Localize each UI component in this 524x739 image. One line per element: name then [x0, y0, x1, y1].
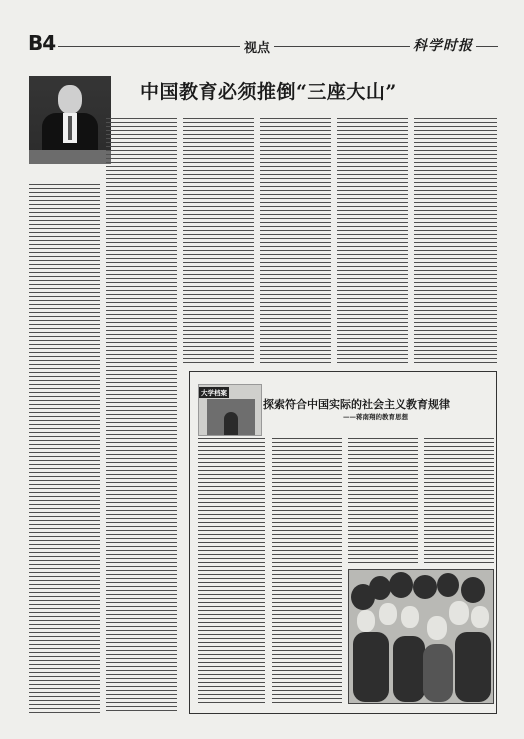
- feature-subtitle: ——蒋南翔的教育思想: [343, 413, 408, 421]
- feature-column-2: [272, 438, 342, 706]
- badge-tag: 大学档案: [201, 389, 227, 397]
- article-column-1: [29, 184, 100, 714]
- feature-column-3: [348, 438, 418, 564]
- university-archive-badge: [198, 384, 262, 436]
- page-number: B4: [28, 31, 56, 55]
- author-photo: [29, 76, 111, 164]
- feature-column-1: [198, 438, 265, 706]
- article-column-5: [337, 118, 408, 366]
- article-column-6: [414, 118, 497, 366]
- feature-column-4: [424, 438, 494, 564]
- article-column-3: [183, 118, 254, 366]
- feature-box: [189, 371, 497, 714]
- paper-logo: 科学时报: [410, 35, 476, 55]
- group-photo: [348, 569, 494, 704]
- section-name: 视点: [240, 37, 274, 56]
- article-column-4: [260, 118, 331, 366]
- article-headline: 中国教育必须推倒“三座大山”: [140, 81, 397, 103]
- feature-title: 探索符合中国实际的社会主义教育规律: [263, 398, 450, 411]
- article-column-2: [106, 118, 177, 714]
- masthead: [28, 28, 498, 70]
